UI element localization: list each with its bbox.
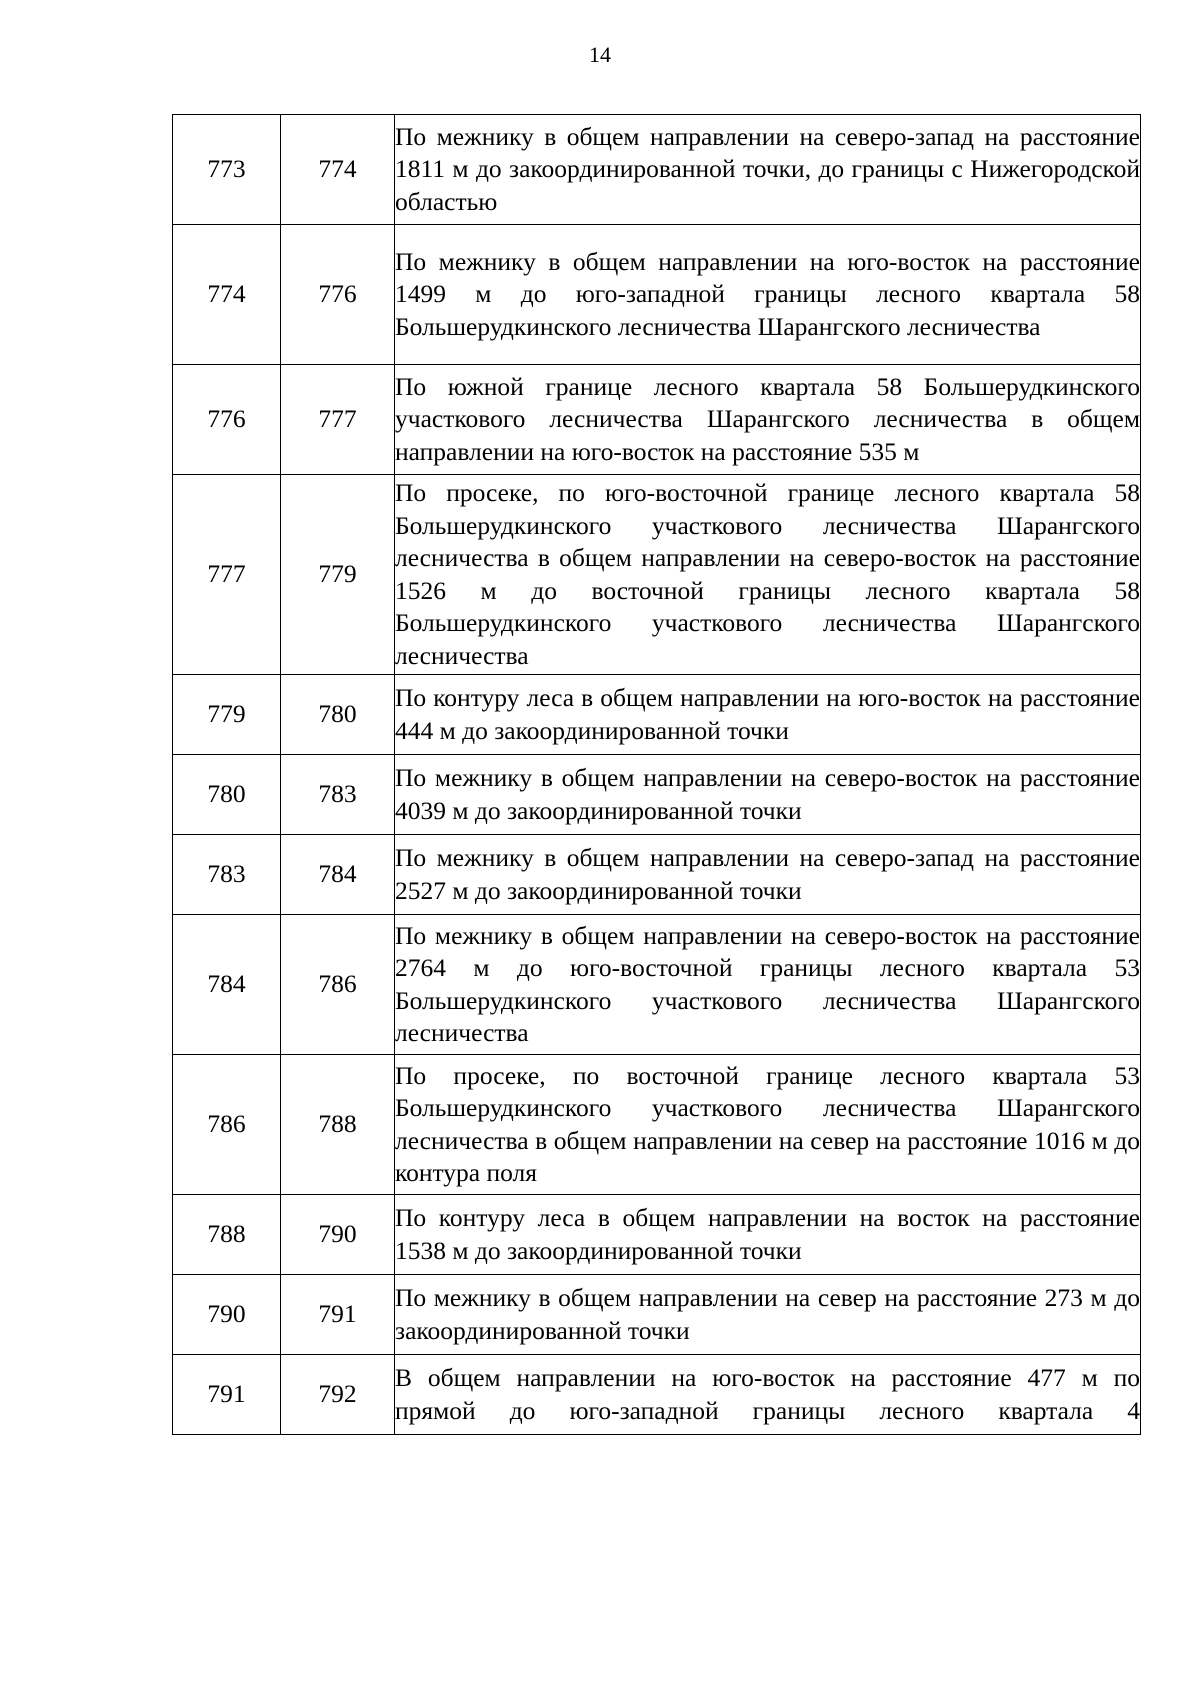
from-point-cell: 783 <box>173 835 281 915</box>
from-point-cell: 788 <box>173 1195 281 1275</box>
from-point-cell: 790 <box>173 1275 281 1355</box>
route-description-cell: В общем направлении на юго-восток на расстояние 477 м по прямой до юго-западной границы лесного квартала 4 <box>395 1355 1141 1435</box>
from-point-cell: 773 <box>173 115 281 225</box>
to-point-cell: 776 <box>281 225 395 365</box>
route-description-cell: По межнику в общем направлении на северо-восток на расстояние 2764 м до юго-восточной границы лесного квартала 53 Большерудкинского участкового лесничества Шарангского лесничества <box>395 915 1141 1055</box>
route-description-cell: По межнику в общем направлении на север на расстояние 273 м до закоординированной точки <box>395 1275 1141 1355</box>
from-point-cell: 777 <box>173 475 281 675</box>
to-point-cell: 786 <box>281 915 395 1055</box>
route-description-cell: По межнику в общем направлении на северо-запад на расстояние 1811 м до закоординированной точки, до границы с Нижегородской областью <box>395 115 1141 225</box>
table-row <box>173 365 1141 475</box>
to-point-cell: 779 <box>281 475 395 675</box>
to-point-cell: 788 <box>281 1055 395 1195</box>
from-point-cell: 786 <box>173 1055 281 1195</box>
from-point-cell: 784 <box>173 915 281 1055</box>
route-description-cell: По межнику в общем направлении на северо-восток на расстояние 4039 м до закоординированной точки <box>395 755 1141 835</box>
boundary-description-table <box>172 114 1141 1435</box>
from-point-cell: 776 <box>173 365 281 475</box>
to-point-cell: 792 <box>281 1355 395 1435</box>
to-point-cell: 791 <box>281 1275 395 1355</box>
table-row <box>173 1355 1141 1435</box>
table-row <box>173 475 1141 675</box>
to-point-cell: 783 <box>281 755 395 835</box>
route-description-cell: По контуру леса в общем направлении на юго-восток на расстояние 444 м до закоординированной точки <box>395 675 1141 755</box>
table-row <box>173 915 1141 1055</box>
page-number: 14 <box>589 42 611 67</box>
to-point-cell: 784 <box>281 835 395 915</box>
route-description-cell: По межнику в общем направлении на северо-запад на расстояние 2527 м до закоординированной точки <box>395 835 1141 915</box>
table-row <box>173 225 1141 365</box>
to-point-cell: 790 <box>281 1195 395 1275</box>
route-description-cell: По просеке, по восточной границе лесного квартала 53 Большерудкинского участкового лесничества Шарангского лесничества в общем направлении на север на расстояние 1016 м до контура поля <box>395 1055 1141 1195</box>
from-point-cell: 774 <box>173 225 281 365</box>
table-row <box>173 1055 1141 1195</box>
to-point-cell: 774 <box>281 115 395 225</box>
route-description-cell: По просеке, по юго-восточной границе лесного квартала 58 Большерудкинского участкового лесничества Шарангского лесничества в общем направлении на северо-восток на расстояние 1526 м до восточной границы лесного квартала 58 Большерудкинского участкового лесничества Шарангского лесничества <box>395 475 1141 675</box>
table-row <box>173 755 1141 835</box>
table-row <box>173 835 1141 915</box>
from-point-cell: 791 <box>173 1355 281 1435</box>
table-row <box>173 675 1141 755</box>
route-description-cell: По южной границе лесного квартала 58 Большерудкинского участкового лесничества Шарангского лесничества в общем направлении на юго-восток на расстояние 535 м <box>395 365 1141 475</box>
route-description-cell: По межнику в общем направлении на юго-восток на расстояние 1499 м до юго-западной границы лесного квартала 58 Большерудкинского лесничества Шарангского лесничества <box>395 225 1141 365</box>
from-point-cell: 779 <box>173 675 281 755</box>
table-row <box>173 1195 1141 1275</box>
to-point-cell: 780 <box>281 675 395 755</box>
table-row <box>173 1275 1141 1355</box>
to-point-cell: 777 <box>281 365 395 475</box>
table-row <box>173 115 1141 225</box>
from-point-cell: 780 <box>173 755 281 835</box>
route-description-cell: По контуру леса в общем направлении на восток на расстояние 1538 м до закоординированной точки <box>395 1195 1141 1275</box>
